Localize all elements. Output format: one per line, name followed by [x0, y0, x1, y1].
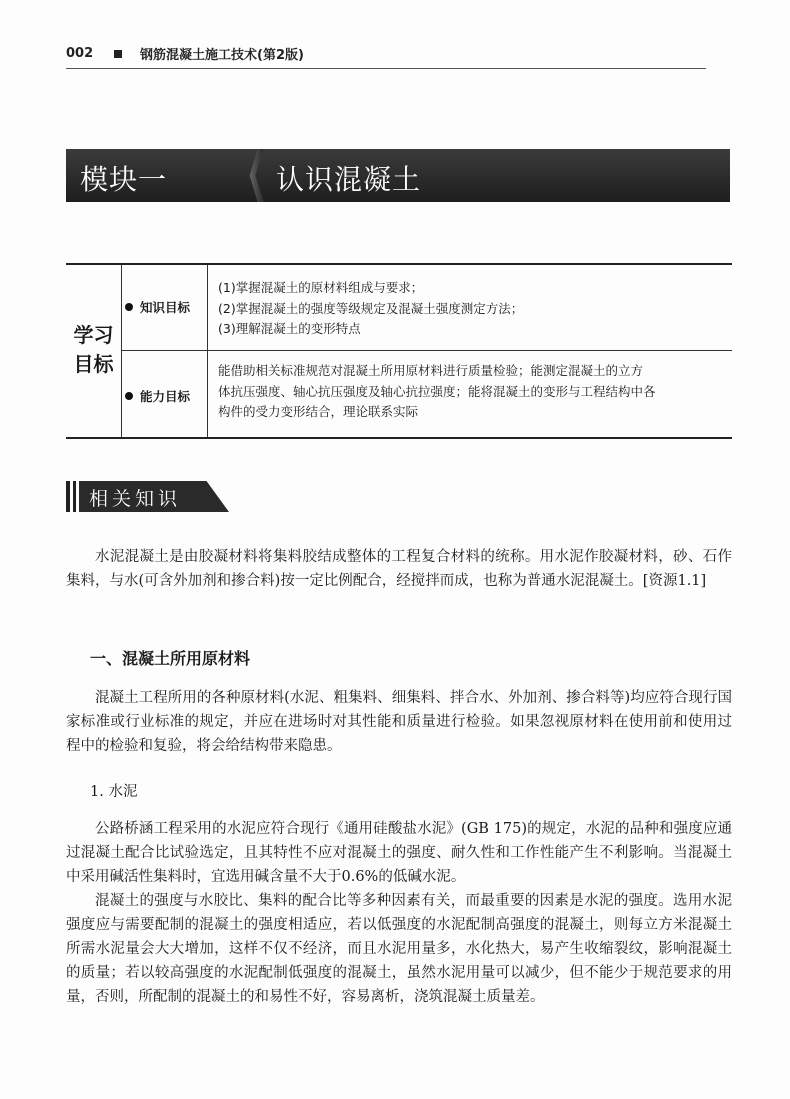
paragraph: 公路桥涵工程采用的水泥应符合现行《通用硅酸盐水泥》(GB 175)的规定，水泥的品种和强度应通过混凝土配合比试验选定，且其特性不应对混凝土的强度、耐久性和工作性能产生不利影响。当混凝土中采用碱活性集料时，宜选用碱含量不大于0.6%的低碱水泥。 — [66, 821, 732, 885]
learning-goals-table — [66, 263, 732, 439]
section-title: 相关知识 — [89, 488, 182, 510]
knowledge-goals-label: 知识目标 — [125, 298, 207, 316]
square-bullet-icon — [114, 50, 122, 58]
list-item: (2)掌握混凝土的强度等级规定及混凝土强度测定方法； — [218, 300, 524, 316]
module-number: 模块一 — [80, 163, 168, 196]
table-divider — [121, 350, 732, 351]
ability-goals-text — [218, 361, 728, 423]
running-header — [66, 44, 706, 63]
module-title: 认识混凝土 — [276, 163, 422, 196]
text-line: 体抗压强度、轴心抗压强度及轴心抗拉强度；能将混凝土的变形与工程结构中各 — [218, 383, 656, 399]
book-title: 钢筋混凝土施工技术(第2版) — [140, 48, 304, 63]
bullet-icon — [125, 303, 133, 311]
table-divider — [121, 265, 122, 437]
bullet-icon — [125, 392, 133, 400]
learning-goals-heading: 学习 目标 — [73, 323, 114, 376]
list-item: (3)理解混凝土的变形特点 — [218, 321, 361, 336]
page-number: 002 — [66, 46, 94, 61]
section-heading: 一、混凝土所用原材料 — [90, 649, 251, 668]
module-banner — [66, 149, 730, 202]
chevron-separator-icon — [248, 149, 264, 202]
paragraph: 混凝土的强度与水胶比、集料的配合比等多种因素有关，而最重要的因素是水泥的强度。选用水泥强度应与需要配制的混凝土的强度相适应，若以低强度的水泥配制高强度的混凝土，则每立方米混凝土所需水泥量会大大增加，这样不仅不经济，而且水泥用量多，水化热大，易产生收缩裂纹，影响混凝土的质量；若以较高强度的水泥配制低强度的混凝土，虽然水泥用量可以减少，但不能少于规范要求的用量，否则，所配制的混凝土的和易性不好，容易离析，浇筑混凝土质量差。 — [66, 893, 732, 1005]
intro-paragraph: 水泥混凝土是由胶凝材料将集料胶结成整体的工程复合材料的统称。用水泥作胶凝材料，砂、石作集料，与水(可含外加剂和掺合料)按一定比例配合，经搅拌而成，也称为普通水泥混凝土。[资源1.1] — [66, 549, 732, 589]
knowledge-goals-list — [218, 278, 728, 340]
ability-goals-label: 能力目标 — [125, 387, 207, 405]
text-line: 构件的受力变形结合，理论联系实际 — [218, 404, 419, 419]
text-line: 能借助相关标准规范对混凝土所用原材料进行质量检验；能测定混凝土的立方 — [218, 363, 644, 378]
list-item: (1)掌握混凝土的原材料组成与要求； — [218, 280, 424, 295]
table-divider — [207, 265, 208, 437]
subsection-heading: 1. 水泥 — [90, 784, 138, 800]
materials-paragraph: 混凝土工程所用的各种原材料(水泥、粗集料、细集料、拌合水、外加剂、掺合料等)均应符合现行国家标准或行业标准的规定，并应在进场时对其性能和质量进行检验。如果忽视原材料在使用前和使用过程中的检验和复验，将会给结构带来隐患。 — [66, 690, 732, 754]
header-rule — [66, 68, 706, 69]
cement-paragraphs — [66, 817, 732, 1009]
